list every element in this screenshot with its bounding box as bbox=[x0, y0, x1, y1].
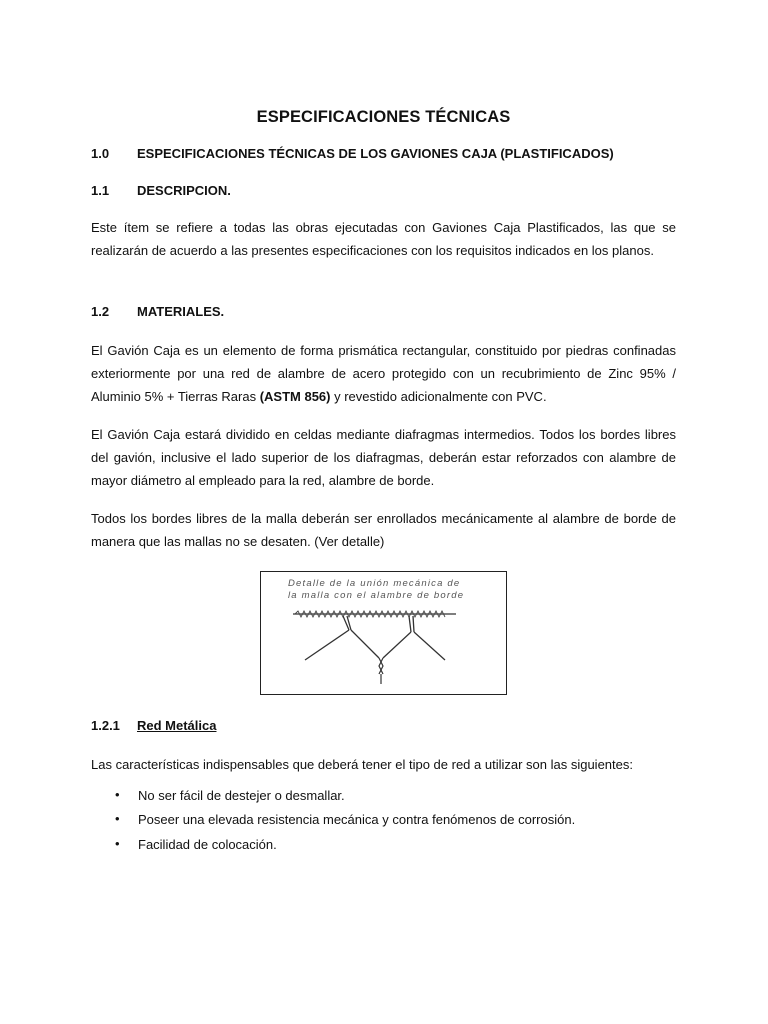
mesh-wire bbox=[413, 616, 414, 632]
astm-reference: (ASTM 856) bbox=[259, 389, 331, 404]
paragraph-red-metalica: Las características indispensables que deberá tener el tipo de red a utilizar son las siguientes: bbox=[91, 757, 633, 772]
paragraph-text: El Gavión Caja es un elemento de forma prismática rectangular, constituido por piedras confinadas exteriormente por una red de alambre de acero protegido con un recubrimiento de Zinc 95% / Aluminio 5% + Tierras Raras bbox=[91, 343, 676, 404]
list-item-text: Poseer una elevada resistencia mecánica y contra fenómenos de corrosión. bbox=[138, 812, 576, 827]
figure-caption-line-2: la malla con el alambre de borde bbox=[288, 590, 465, 601]
section-heading-1-2 bbox=[91, 304, 224, 319]
bullet-symbol: • bbox=[115, 836, 120, 851]
mesh-wire bbox=[351, 630, 379, 658]
mesh-wire bbox=[383, 632, 411, 658]
paragraph-descripcion: Este ítem se refiere a todas las obras ejecutadas con Gaviones Caja Plastificados, las que se realizarán de acuerdo a las presentes especificaciones con los requisitos indicados en los planos. bbox=[91, 220, 676, 258]
section-heading-1-1 bbox=[91, 183, 231, 198]
figure-caption-line-1: Detalle de la unión mecánica de bbox=[288, 578, 461, 589]
mesh-wire bbox=[414, 632, 445, 660]
paragraph-materiales-2: El Gavión Caja estará dividido en celdas mediante diafragmas intermedios. Todos los bordes libres del gavión, inclusive el lado superior de los diafragmas, deberán estar reforzados con alambre de mayor diámetro al empleado para la red, alambre de borde. bbox=[91, 427, 676, 488]
bullet-symbol: • bbox=[115, 811, 120, 826]
section-number: 1.2 bbox=[91, 304, 110, 319]
list-item-text: Facilidad de colocación. bbox=[138, 837, 277, 852]
section-number: 1.0 bbox=[91, 146, 110, 161]
document-page bbox=[91, 0, 676, 1024]
section-label: ESPECIFICACIONES TÉCNICAS DE LOS GAVIONES CAJA (PLASTIFICADOS) bbox=[137, 146, 614, 161]
paragraph-text-end: y revestido adicionalmente con PVC. bbox=[330, 389, 547, 404]
mesh-wire bbox=[379, 658, 381, 674]
section-label: MATERIALES. bbox=[137, 304, 225, 319]
mesh-wire bbox=[409, 616, 411, 632]
mesh-wire bbox=[305, 630, 349, 660]
section-number: 1.2.1 bbox=[91, 718, 120, 733]
section-number: 1.1 bbox=[91, 183, 110, 198]
list-item-text: No ser fácil de destejer o desmallar. bbox=[138, 788, 345, 803]
section-heading-1-0 bbox=[91, 146, 614, 161]
document-title: ESPECIFICACIONES TÉCNICAS bbox=[256, 108, 511, 126]
section-label: DESCRIPCION. bbox=[137, 183, 231, 198]
bullet-symbol: • bbox=[115, 787, 120, 802]
paragraph-materiales-3: Todos los bordes libres de la malla deberán ser enrollados mecánicamente al alambre de borde de manera que las mallas no se desaten. (Ver detalle) bbox=[91, 511, 676, 549]
section-label: Red Metálica bbox=[137, 718, 217, 733]
detail-figure bbox=[260, 571, 507, 695]
mesh-wire bbox=[381, 658, 383, 674]
paragraph-materiales-1 bbox=[91, 339, 676, 408]
section-heading-1-2-1 bbox=[91, 718, 216, 733]
mesh-edge-drawing bbox=[261, 572, 506, 694]
